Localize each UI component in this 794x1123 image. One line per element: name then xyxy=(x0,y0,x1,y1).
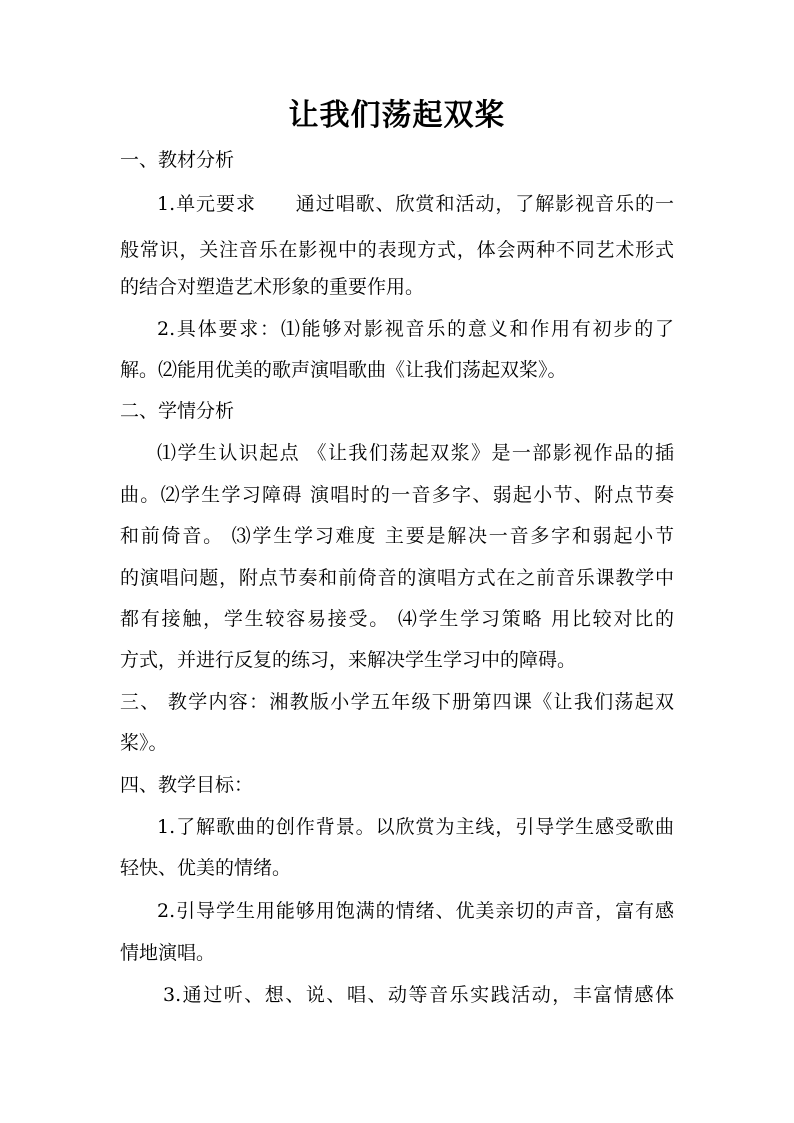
paragraph-line: 轻快、优美的情绪。 xyxy=(120,857,292,879)
paragraph-line: 般常识，关注音乐在影视中的表现方式，体会两种不同艺术形式 xyxy=(120,239,674,261)
paragraph-line: 1.了解歌曲的创作背景。以欣赏为主线，引导学生感受歌曲 xyxy=(157,816,674,838)
paragraph-line: 桨》。 xyxy=(120,732,168,754)
paragraph-line: 的演唱问题，附点节奏和前倚音的演唱方式在之前音乐课教学中 xyxy=(120,567,674,589)
heading-student-analysis: 二、学情分析 xyxy=(120,400,235,422)
paragraph-line: 方式，并进行反复的练习，来解决学生学习中的障碍。 xyxy=(120,649,577,671)
paragraph-line: 情地演唱。 xyxy=(120,942,216,964)
paragraph-line: 都有接触，学生较容易接受。 ⑷学生学习策略 用比较对比的 xyxy=(120,608,674,630)
paragraph-line: 解。⑵能用优美的歌声演唱歌曲《让我们荡起双桨》。 xyxy=(120,359,567,381)
paragraph-line: 3.通过听、想、说、唱、动等音乐实践活动，丰富情感体 xyxy=(163,984,674,1006)
heading-textbook-analysis: 一、教材分析 xyxy=(120,149,235,171)
paragraph-line: 曲。⑵学生学习障碍 演唱时的一音多字、弱起小节、附点节奏 xyxy=(120,484,674,506)
paragraph-line: 1.单元要求 通过唱歌、欣赏和活动，了解影视音乐的一 xyxy=(157,193,674,215)
document-title: 让我们荡起双桨 xyxy=(288,98,506,133)
heading-teaching-objectives: 四、教学目标： xyxy=(120,774,254,796)
paragraph-line: 2.引导学生用能够用饱满的情绪、优美亲切的声音，富有感 xyxy=(157,900,674,922)
paragraph-line: 和前倚音。 ⑶学生学习难度 主要是解决一音多字和弱起小节 xyxy=(120,525,674,547)
paragraph-line: ⑴学生认识起点 《让我们荡起双浆》是一部影视作品的插 xyxy=(157,442,674,464)
paragraph-line: 的结合对塑造艺术形象的重要作用。 xyxy=(120,276,425,298)
paragraph-line: 2.具体要求：⑴能够对影视音乐的意义和作用有初步的了 xyxy=(157,318,674,340)
heading-teaching-content: 三、 教学内容：湘教版小学五年级下册第四课《让我们荡起双 xyxy=(120,691,674,713)
